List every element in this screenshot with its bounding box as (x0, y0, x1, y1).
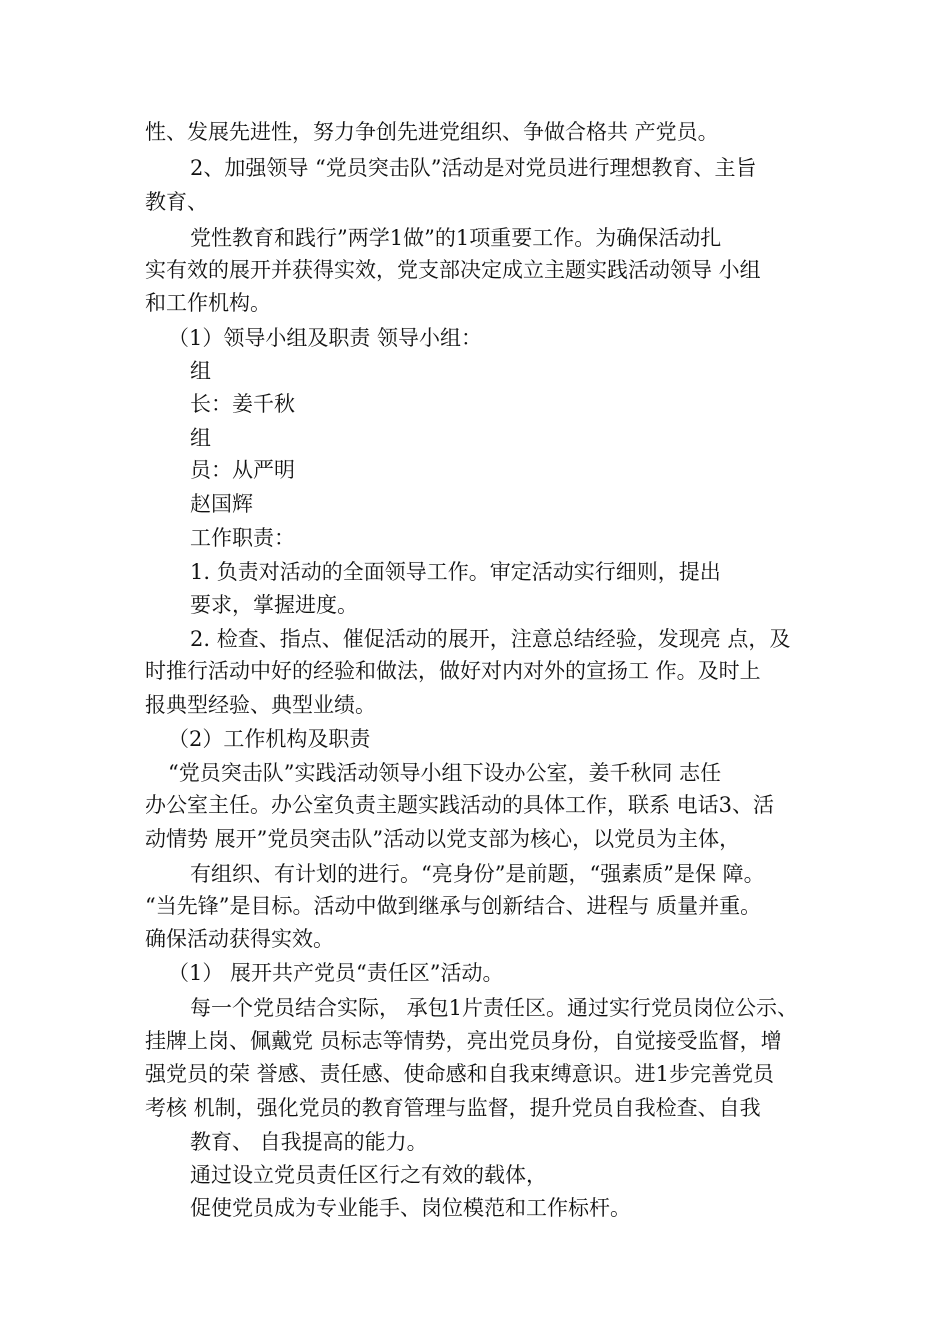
paragraph-line: 要求，掌握进度。 (190, 593, 358, 617)
paragraph-line: 教育、 自我提高的能力。 (190, 1130, 428, 1154)
paragraph-line: 实有效的展开并获得实效，党支部决定成立主题实践活动领导 小组 (145, 258, 761, 282)
paragraph-line: 强党员的荣 誉感、责任感、使命感和自我束缚意识。进1步完善党员 (145, 1062, 775, 1086)
paragraph-line: 组 (190, 359, 211, 383)
paragraph-line: 2. 检查、指点、催促活动的展开，注意总结经验，发现亮 点，及 (190, 627, 791, 651)
paragraph-line: 挂牌上岗、佩戴党 员标志等情势，亮出党员身份，自觉接受监督，增 (145, 1029, 782, 1053)
paragraph-line: 员：从严明 (190, 458, 295, 482)
paragraph-line: 时推行活动中好的经验和做法，做好对内对外的宣扬工 作。及时上 (145, 659, 761, 683)
paragraph-line: 2、加强领导 “党员突击队”活动是对党员进行理想教育、主旨 (190, 156, 757, 180)
paragraph-line: “当先锋”是目标。活动中做到继承与创新结合、进程与 质量并重。 (145, 894, 762, 918)
paragraph-line: 考核 机制，强化党员的教育管理与监督，提升党员自我检查、自我 (145, 1096, 761, 1120)
paragraph-line: 报典型经验、典型业绩。 (145, 693, 376, 717)
paragraph-line: 教育、 (145, 190, 208, 214)
paragraph-line: （1） 展开共产党员“责任区”活动。 (168, 961, 504, 985)
paragraph-line: 确保活动获得实效。 (145, 927, 334, 951)
paragraph-line: 1. 负责对活动的全面领导工作。审定活动实行细则，提出 (190, 560, 721, 584)
paragraph-line: 通过设立党员责任区行之有效的载体， (190, 1163, 547, 1187)
paragraph-line: 赵国辉 (190, 492, 253, 516)
paragraph-line: （1）领导小组及职责 领导小组： (168, 326, 483, 350)
paragraph-line: 促使党员成为专业能手、岗位模范和工作标杆。 (190, 1196, 631, 1220)
paragraph-line: 党性教育和践行”两学1做”的1项重要工作。为确保活动扎 (190, 226, 722, 250)
paragraph-line: 每一个党员结合实际， 承包1片责任区。通过实行党员岗位公示、 (190, 996, 799, 1020)
paragraph-line: 办公室主任。办公室负责主题实践活动的具体工作，联系 电话3、活 (145, 793, 775, 817)
paragraph-line: 和工作机构。 (145, 291, 271, 315)
paragraph-line: “党员突击队”实践活动领导小组下设办公室，姜千秋同 志任 (168, 761, 722, 785)
paragraph-line: 工作职责： (190, 526, 295, 550)
paragraph-line: 长：姜千秋 (190, 392, 295, 416)
paragraph-line: 动情势 展开”党员突击队”活动以党支部为核心，以党员为主体， (145, 827, 741, 851)
paragraph-line: 组 (190, 426, 211, 450)
paragraph-line: 有组织、有计划的进行。“亮身份”是前题，“强素质”是保 障。 (190, 862, 765, 886)
paragraph-line: 性、发展先进性，努力争创先进党组织、争做合格共 产党员。 (145, 120, 719, 144)
paragraph-line: （2）工作机构及职责 (168, 727, 371, 751)
